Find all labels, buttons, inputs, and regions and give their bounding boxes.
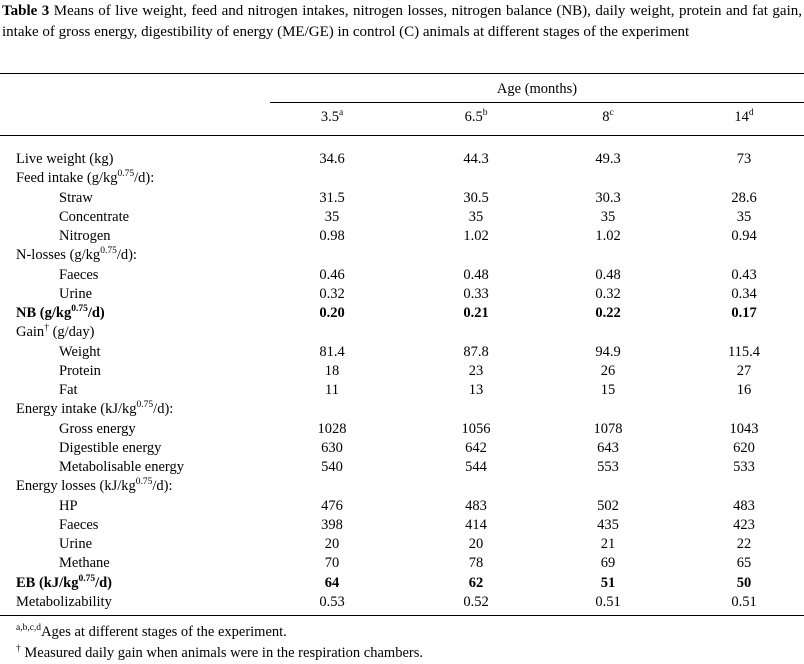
table-row — [0, 400, 804, 419]
table-row — [0, 304, 804, 323]
cell-value: 0.22 — [595, 305, 621, 321]
table-row — [0, 246, 804, 265]
table-row — [0, 477, 804, 496]
cell-value: 81.4 — [319, 343, 345, 360]
cell-value: 35 — [600, 208, 616, 225]
cell-value: 553 — [597, 459, 619, 475]
row-label: Metabolizability — [16, 593, 112, 610]
cell-value: 1.02 — [463, 228, 489, 244]
cell-value: 0.48 — [595, 266, 621, 283]
cell-value: 0.48 — [463, 266, 489, 283]
cell-value: 0.32 — [595, 285, 621, 302]
cell-value: 0.33 — [463, 285, 489, 302]
cell-value: 20 — [468, 536, 484, 552]
cell-value: 28.6 — [731, 189, 757, 206]
table-row — [0, 208, 804, 227]
cell-value: 0.46 — [319, 266, 345, 283]
cell-value: 35 — [736, 208, 752, 225]
cell-value: 0.32 — [319, 285, 345, 302]
cell-value: 62 — [468, 574, 484, 591]
table-row — [0, 574, 804, 593]
cell-value: 27 — [736, 362, 752, 379]
row-label: Nitrogen — [59, 228, 111, 244]
cell-value: 87.8 — [463, 343, 489, 360]
bottom-rule — [0, 615, 804, 616]
table-row — [0, 554, 804, 573]
cell-value: 1078 — [593, 420, 623, 437]
row-label: Protein — [59, 362, 101, 379]
row-label: EB $(kJ/kg^{0.75}/d)$ — [16, 573, 113, 591]
row-label: Faeces — [59, 516, 99, 533]
row-label: Urine — [59, 536, 93, 552]
cell-value: 1.02 — [595, 228, 621, 244]
cell-value: 540 — [321, 459, 343, 475]
footnote-ages: $^{a,b,c,d}$Ages at different stages of the experiment. — [16, 623, 287, 640]
cell-value: 78 — [468, 555, 484, 572]
cell-value: 0.51 — [595, 593, 621, 610]
cell-value: 0.21 — [463, 305, 489, 321]
table-row — [0, 439, 804, 458]
cell-value: 643 — [597, 439, 619, 456]
row-label: Urine — [59, 285, 93, 302]
table-row — [0, 420, 804, 439]
cell-value: 1028 — [317, 420, 347, 437]
table-row — [0, 497, 804, 516]
cell-value: 483 — [733, 497, 755, 514]
table-row — [0, 189, 804, 208]
table-row — [0, 516, 804, 535]
cell-value: 30.5 — [463, 189, 489, 206]
cell-value: 502 — [597, 497, 619, 514]
table-row — [0, 150, 804, 169]
table-row — [0, 266, 804, 285]
cell-value: 15 — [600, 382, 616, 398]
row-label: Methane — [59, 555, 110, 572]
cell-value: 1043 — [729, 420, 759, 437]
cell-value: 35 — [324, 208, 340, 225]
table-row — [0, 593, 804, 612]
cell-value: 0.98 — [319, 228, 345, 244]
row-label: HP — [59, 497, 78, 514]
table-row — [0, 285, 804, 304]
table-row — [0, 458, 804, 477]
cell-value: 26 — [600, 362, 616, 379]
cell-value: 0.52 — [463, 593, 489, 610]
cell-value: 0.51 — [731, 593, 757, 610]
table-row — [0, 227, 804, 246]
row-label: Gross energy — [59, 420, 136, 437]
table-row — [0, 381, 804, 400]
cell-value: 483 — [465, 497, 487, 514]
row-label: Live weight (kg) — [16, 151, 114, 167]
cell-value: 115.4 — [727, 343, 761, 360]
cell-value: 423 — [733, 516, 755, 533]
table-row — [0, 535, 804, 554]
table-row — [0, 362, 804, 381]
cell-value: 94.9 — [595, 343, 621, 360]
cell-value: 30.3 — [595, 189, 621, 206]
cell-value: 18 — [324, 362, 340, 379]
table-label: Table 3 — [2, 3, 50, 19]
cell-value: 51 — [600, 574, 616, 591]
row-label: Weight — [59, 343, 101, 360]
cell-value: 22 — [736, 536, 752, 552]
table-row — [0, 323, 804, 342]
cell-value: 20 — [324, 536, 340, 552]
table-caption-text: Means of live weight, feed and nitrogen intakes, nitrogen losses, nitrogen balance (NB), daily weight, protein and fat gain, intake of gross energy, digestibility of energy (ME/GE) in control (C) animals at different stages of the experiment — [2, 3, 803, 40]
row-label: Faeces — [59, 266, 99, 283]
table-row — [0, 343, 804, 362]
row-label: Concentrate — [59, 208, 130, 225]
cell-value: 414 — [465, 516, 487, 533]
cell-value: 44.3 — [463, 151, 489, 167]
cell-value: 49.3 — [595, 151, 621, 167]
cell-value: 11 — [325, 382, 339, 398]
cell-value: 16 — [736, 382, 752, 398]
cell-value: 0.94 — [731, 228, 757, 244]
row-label: NB $(g/kg^{0.75}/d)$ — [16, 304, 105, 321]
cell-value: 476 — [321, 497, 343, 514]
cell-value: 50 — [736, 574, 752, 591]
cell-value: 73 — [736, 151, 752, 167]
cell-value: 31.5 — [319, 189, 345, 206]
row-label: Energy intake $(kJ/kg^{0.75}/d)$: — [16, 400, 174, 418]
header-bottom-rule — [0, 135, 804, 136]
cell-value: 64 — [324, 574, 340, 591]
cell-value: 69 — [600, 555, 616, 572]
cell-value: 21 — [600, 536, 616, 552]
row-label: Metabolisable energy — [59, 459, 184, 475]
column-header-4: 14$^d$ — [734, 108, 754, 125]
cell-value: 0.43 — [731, 266, 757, 283]
footnote-gain: † Measured daily gain when animals were in the respiration chambers. — [16, 644, 423, 661]
row-label: Fat — [59, 382, 78, 398]
row-label: N-losses $(g/kg^{0.75}/d)$: — [16, 246, 137, 264]
column-header-2: 6.5$^b$ — [464, 108, 488, 125]
cell-value: 70 — [324, 555, 340, 572]
row-label: Straw — [59, 189, 93, 206]
cell-value: 533 — [733, 459, 755, 475]
cell-value: 544 — [465, 459, 487, 475]
table-caption — [2, 1, 802, 43]
row-label: Energy losses $(kJ/kg^{0.75}/d)$: — [16, 477, 173, 495]
cell-value: 435 — [597, 516, 619, 533]
cell-value: 0.53 — [319, 593, 345, 610]
cell-value: 398 — [321, 516, 343, 533]
cell-value: 0.17 — [731, 305, 757, 321]
cell-value: 0.20 — [319, 305, 345, 321]
cell-value: 34.6 — [319, 151, 345, 167]
top-rule — [0, 73, 804, 74]
cell-value: 65 — [736, 555, 752, 572]
cell-value: 1056 — [461, 420, 491, 437]
row-label: Digestible energy — [59, 439, 162, 456]
header-subrule — [270, 102, 804, 103]
column-header-1: 3.5$^a$ — [320, 108, 344, 125]
column-header-3: 8$^c$ — [602, 108, 614, 125]
row-label: Gain† (g/day) — [16, 323, 95, 341]
age-group-header: Age (months) — [496, 81, 578, 97]
cell-value: 620 — [733, 439, 755, 456]
cell-value: 35 — [468, 208, 484, 225]
cell-value: 0.34 — [731, 285, 757, 302]
cell-value: 23 — [468, 362, 484, 379]
cell-value: 13 — [468, 382, 484, 398]
cell-value: 642 — [465, 439, 487, 456]
cell-value: 630 — [321, 439, 343, 456]
table-row — [0, 169, 804, 188]
row-label: Feed intake $(g/kg^{0.75}/d)$: — [16, 169, 155, 187]
